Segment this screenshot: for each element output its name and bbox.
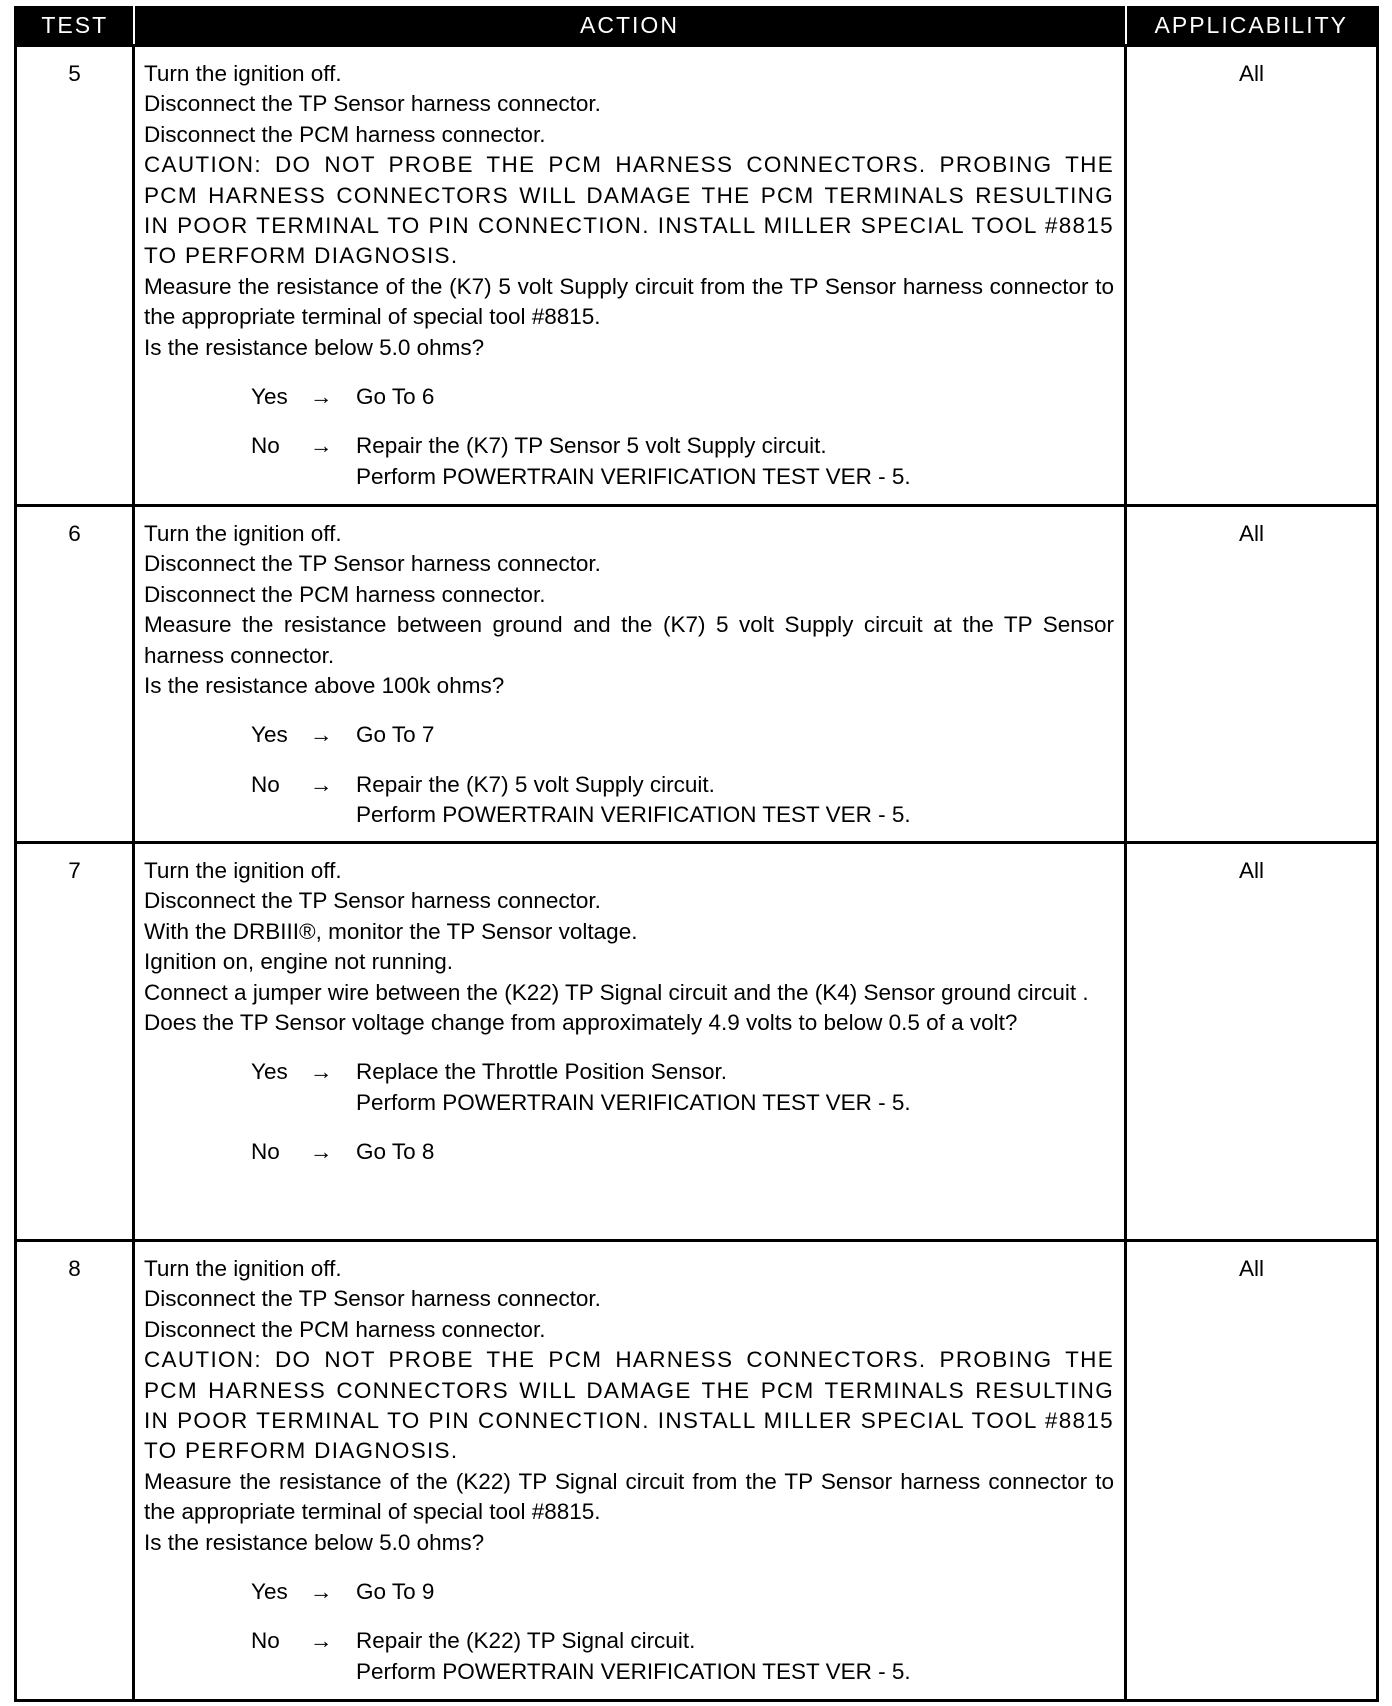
arrow-icon: →	[310, 1579, 333, 1605]
action-line: Disconnect the PCM harness connector.	[144, 581, 546, 607]
action-cell	[134, 1241, 1126, 1701]
yes-label: Yes	[251, 1579, 288, 1605]
no-label: No	[251, 433, 280, 459]
question-line: Is the resistance below 5.0 ohms?	[144, 1529, 485, 1555]
result-line: Perform POWERTRAIN VERIFICATION TEST VER - 5.	[356, 463, 911, 489]
no-outcome	[251, 770, 1114, 831]
question-line: Does the TP Sensor voltage change from approximately 4.9 volts to below 0.5 of a volt?	[144, 1010, 1018, 1036]
arrow-icon: →	[310, 433, 333, 459]
action-line: Turn the ignition off.	[144, 521, 342, 546]
caution-text: CAUTION: DO NOT PROBE THE PCM HARNESS CONNECTORS. PROBING THE PCM HARNESS CONNECTORS WILL DAMAGE THE PCM TERMINALS RESULTING IN POOR TERMINAL TO PIN CONNECTION. INSTALL MILLER SPECIAL TOOL #8815 TO PERFORM DIAGNOSIS.	[144, 152, 1114, 269]
yes-outcome	[251, 1577, 1114, 1607]
arrow-icon: →	[310, 1059, 333, 1085]
action-line: Ignition on, engine not running.	[144, 949, 453, 975]
action-line: Turn the ignition off.	[144, 1256, 342, 1281]
action-cell	[134, 843, 1126, 1241]
action-line: Disconnect the PCM harness connector.	[144, 121, 546, 147]
result-line: Perform POWERTRAIN VERIFICATION TEST VER - 5.	[356, 1658, 911, 1684]
table-row	[16, 1241, 1378, 1701]
result-line: Go To 7	[356, 722, 435, 748]
no-result	[356, 770, 1114, 831]
action-cell	[134, 506, 1126, 843]
header-applicability: APPLICABILITY	[1126, 6, 1378, 46]
result-line: Go To 9	[356, 1579, 435, 1605]
no-outcome	[251, 1137, 1114, 1167]
action-line: Turn the ignition off.	[144, 61, 342, 86]
table-row	[16, 506, 1378, 843]
result-line: Replace the Throttle Position Sensor.	[356, 1059, 728, 1085]
arrow-icon: →	[310, 722, 333, 748]
action-line: Disconnect the TP Sensor harness connector.	[144, 888, 601, 914]
yes-outcome	[251, 1057, 1114, 1118]
no-outcome	[251, 431, 1114, 492]
action-line: Measure the resistance of the (K7) 5 volt Supply circuit from the TP Sensor harness connector to the appropriate terminal of special tool #8815.	[144, 273, 1114, 330]
action-line: Disconnect the TP Sensor harness connector.	[144, 551, 601, 577]
test-number: 7	[16, 843, 134, 1241]
result-line: Go To 6	[356, 384, 435, 410]
result-line: Repair the (K22) TP Signal circuit.	[356, 1628, 696, 1654]
action-line: Measure the resistance of the (K22) TP Signal circuit from the TP Sensor harness connector to the appropriate terminal of special tool #8815.	[144, 1468, 1114, 1525]
no-label: No	[251, 771, 280, 797]
action-line: Connect a jumper wire between the (K22) TP Signal circuit and the (K4) Sensor ground circuit .	[144, 979, 1089, 1005]
result-line: Perform POWERTRAIN VERIFICATION TEST VER - 5.	[356, 802, 911, 828]
applicability-value: All	[1126, 843, 1378, 1241]
action-line: Measure the resistance between ground and the (K7) 5 volt Supply circuit at the TP Sensor harness connector.	[144, 612, 1114, 668]
action-line: Disconnect the TP Sensor harness connector.	[144, 91, 601, 117]
yes-result	[356, 720, 1114, 750]
result-line: Repair the (K7) TP Sensor 5 volt Supply circuit.	[356, 433, 827, 459]
no-result	[356, 431, 1114, 492]
table-row	[16, 46, 1378, 506]
yes-label: Yes	[251, 384, 288, 410]
no-label: No	[251, 1139, 280, 1165]
caution-text: CAUTION: DO NOT PROBE THE PCM HARNESS CONNECTORS. PROBING THE PCM HARNESS CONNECTORS WILL DAMAGE THE PCM TERMINALS RESULTING IN POOR TERMINAL TO PIN CONNECTION. INSTALL MILLER SPECIAL TOOL #8815 TO PERFORM DIAGNOSIS.	[144, 1347, 1114, 1464]
yes-result	[356, 1057, 1114, 1118]
header-action: ACTION	[134, 6, 1126, 46]
table-header	[16, 6, 1378, 46]
arrow-icon: →	[310, 771, 333, 797]
yes-label: Yes	[251, 1059, 288, 1085]
yes-outcome	[251, 382, 1114, 412]
result-line: Repair the (K7) 5 volt Supply circuit.	[356, 771, 715, 797]
result-line: Perform POWERTRAIN VERIFICATION TEST VER - 5.	[356, 1089, 911, 1115]
test-number: 6	[16, 506, 134, 843]
applicability-value: All	[1126, 46, 1378, 506]
arrow-icon: →	[310, 384, 333, 410]
action-line: With the DRBIII®, monitor the TP Sensor voltage.	[144, 918, 638, 944]
test-number: 5	[16, 46, 134, 506]
yes-outcome	[251, 720, 1114, 750]
action-line: Disconnect the PCM harness connector.	[144, 1316, 546, 1342]
no-label: No	[251, 1628, 280, 1654]
question-line: Is the resistance below 5.0 ohms?	[144, 334, 485, 360]
test-number: 8	[16, 1241, 134, 1701]
yes-result	[356, 382, 1114, 412]
no-outcome	[251, 1626, 1114, 1687]
applicability-value: All	[1126, 1241, 1378, 1701]
yes-result	[356, 1577, 1114, 1607]
table-row	[16, 843, 1378, 1241]
applicability-value: All	[1126, 506, 1378, 843]
yes-label: Yes	[251, 722, 288, 748]
diagnostic-table	[14, 6, 1379, 1702]
no-result	[356, 1137, 1114, 1167]
arrow-icon: →	[310, 1628, 333, 1654]
action-cell	[134, 46, 1126, 506]
header-test: TEST	[16, 6, 134, 46]
question-line: Is the resistance above 100k ohms?	[144, 673, 505, 699]
result-line: Go To 8	[356, 1139, 435, 1165]
no-result	[356, 1626, 1114, 1687]
arrow-icon: →	[310, 1139, 333, 1165]
action-line: Disconnect the TP Sensor harness connector.	[144, 1286, 601, 1312]
action-line: Turn the ignition off.	[144, 858, 342, 883]
